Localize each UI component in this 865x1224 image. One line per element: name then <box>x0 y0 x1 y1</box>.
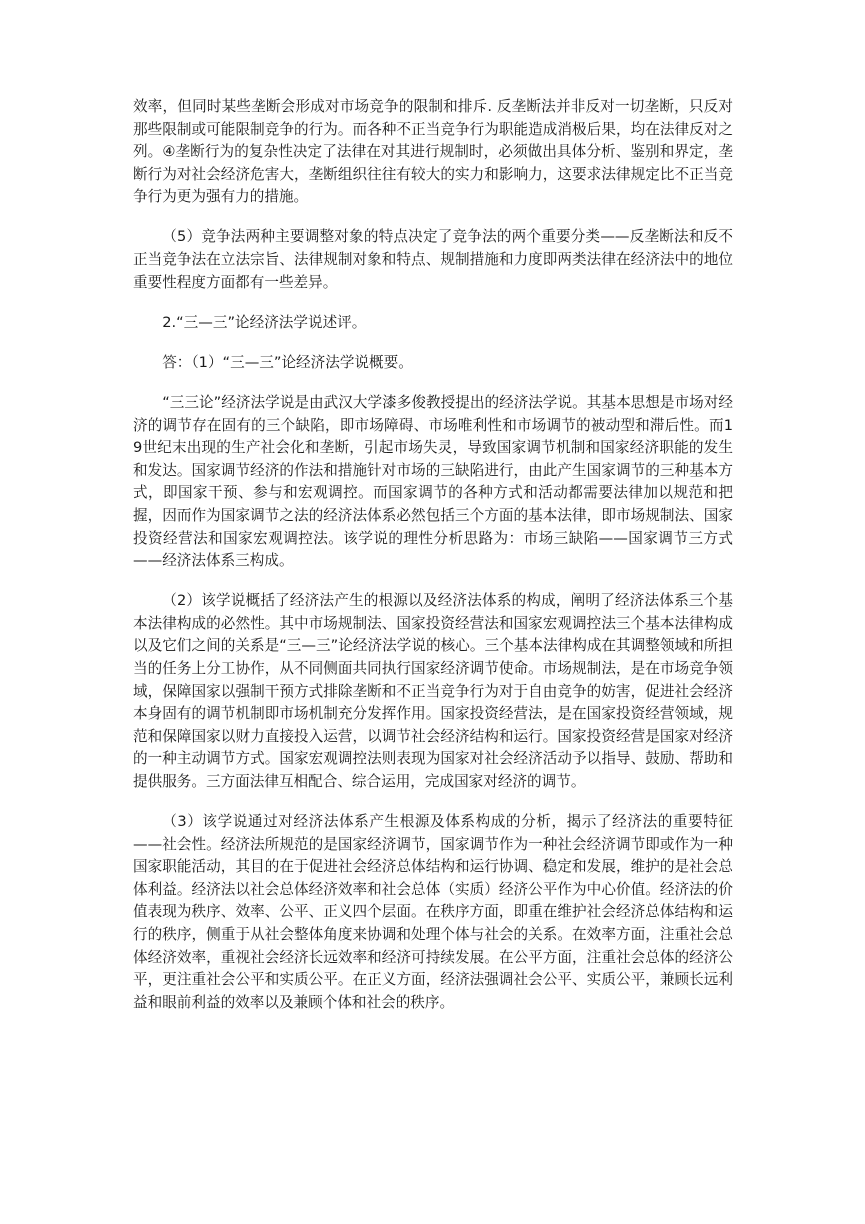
paragraph-1: 效率，但同时某些垄断会形成对市场竞争的限制和排斥. 反垄断法并非反对一切垄断，只反对那些限制或可能限制竞争的行为。而各种不正当竞争行为职能造成消极后果，均在法律反对之列。④垄断行为的复杂性决定了法律在对其进行规制时，必须做出具体分析、鉴别和界定，垄断行为对社会经济危害大，垄断组织往往有较大的实力和影响力，这要求法律规定比不正当竞争行为更为强有力的措施。 <box>133 98 733 206</box>
answer-heading: 答：（1）“三—三”论经济法学说概要。 <box>162 353 413 371</box>
paragraph-2: （5）竞争法两种主要调整对象的特点决定了竞争法的两个重要分类——反垄断法和反不正当竞争法在立法宗旨、法律规制对象和特点、规制措施和力度即两类法律在经济法中的地位重要性程度方面都有一些差异。 <box>133 228 733 291</box>
paragraph-theory-overview: “三三论”经济法学说是由武汉大学漆多俊教授提出的经济法学说。其基本思想是市场对经济的调节存在固有的三个缺陷，即市场障碍、市场唯利性和市场调节的被动型和滞后性。而19世纪末出现的生产社会化和垄断，引起市场失灵，导致国家调节机制和国家经济职能的发生和发达。国家调节经济的作法和措施针对市场的三缺陷进行，由此产生国家调节的三种基本方式，即国家干预、参与和宏观调控。而国家调节的各种方式和活动都需要法律加以规范和把握，因而作为国家调节之法的经济法体系必然包括三个方面的基本法律，即市场规制法、国家投资经营法和国家宏观调控法。该学说的理性分析思路为：市场三缺陷——国家调节三方式——经济法体系三构成。 <box>133 393 733 570</box>
paragraph-point-3: （3）该学说通过对经济法体系产生根源及体系构成的分析，揭示了经济法的重要特征——社会性。经济法所规范的是国家经济调节，国家调节作为一种社会经济调节即或作为一种国家职能活动，其目的在于促进社会经济总体结构和运行协调、稳定和发展，维护的是社会总体利益。经济法以社会总体经济效率和社会总体（实质）经济公平作为中心价值。经济法的价值表现为秩序、效率、公平、正义四个层面。在秩序方面，即重在维护社会经济总体结构和运行的秩序，侧重于从社会整体角度来协调和处理个体与社会的关系。在效率方面，注重社会总体经济效率，重视社会经济长远效率和经济可持续发展。在公平方面，注重社会总体的经济公平，更注重社会公平和实质公平。在正义方面，经济法强调社会公平、实质公平，兼顾长远利益和眼前利益的效率以及兼顾个体和社会的秩序。 <box>133 813 733 1011</box>
paragraph-point-2: （2）该学说概括了经济法产生的根源以及经济法体系的构成，阐明了经济法体系三个基本法律构成的必然性。其中市场规制法、国家投资经营法和国家宏观调控法三个基本法律构成以及它们之间的关系是“三—三”论经济法学说的核心。三个基本法律构成在其调整领域和所担当的任务上分工协作，从不同侧面共同执行国家经济调节使命。市场规制法，是在市场竞争领域，保障国家以强制干预方式排除垄断和不正当竞争行为对于自由竞争的妨害，促进社会经济本身固有的调节机制即市场机制充分发挥作用。国家投资经营法，是在国家投资经营领域，规范和保障国家以财力直接投入运营，以调节社会经济结构和运行。国家投资经营是国家对经济的一种主动调节方式。国家宏观调控法则表现为国家对社会经济活动予以指导、鼓励、帮助和提供服务。三方面法律互相配合、综合运用，完成国家对经济的调节。 <box>133 592 733 790</box>
section-heading-2: 2.“三—三”论经济法学说述评。 <box>162 313 367 331</box>
document-body <box>133 96 733 1014</box>
